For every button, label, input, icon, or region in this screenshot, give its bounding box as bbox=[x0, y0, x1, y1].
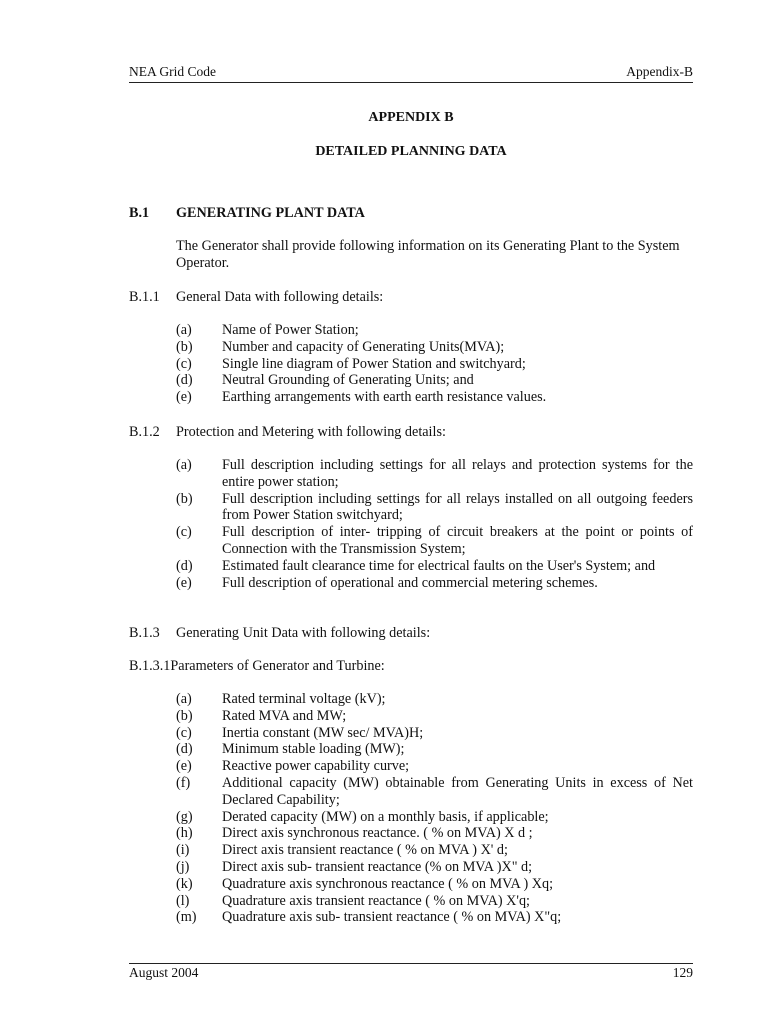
item-label: (d) bbox=[176, 557, 193, 574]
item-label: (i) bbox=[176, 842, 190, 859]
list-item bbox=[176, 575, 693, 592]
subsection-title: Generating Unit Data with following details: bbox=[176, 625, 431, 641]
item-text: Full description including settings for all relays and protection systems for the entire power station; bbox=[222, 457, 693, 490]
list-item bbox=[176, 825, 693, 842]
item-text: Number and capacity of Generating Units(MVA); bbox=[222, 338, 505, 355]
list-item bbox=[176, 322, 693, 339]
appendix-subtitle: DETAILED PLANNING DATA bbox=[315, 144, 507, 159]
item-text: Estimated fault clearance time for electrical faults on the User's System; and bbox=[222, 557, 656, 574]
section-title: GENERATING PLANT DATA bbox=[176, 205, 365, 221]
subsection-b113-heading bbox=[129, 625, 693, 642]
section-number: B.1 bbox=[129, 205, 150, 221]
list-item bbox=[176, 842, 693, 859]
item-label: (a) bbox=[176, 457, 192, 473]
list-b1131 bbox=[176, 691, 693, 926]
item-text: Quadrature axis sub- transient reactance ( % on MVA) X"q; bbox=[222, 909, 562, 926]
item-text: Derated capacity (MW) on a monthly basis, if applicable; bbox=[222, 808, 549, 825]
item-label: (h) bbox=[176, 825, 193, 842]
item-label: (b) bbox=[176, 707, 193, 724]
list-item bbox=[176, 691, 693, 708]
list-item bbox=[176, 893, 693, 910]
subsection-number: B.1.3 bbox=[129, 625, 160, 641]
list-b111 bbox=[176, 322, 693, 406]
list-item bbox=[176, 725, 693, 742]
subsection-b112-heading bbox=[129, 424, 693, 441]
footer-date: August 2004 bbox=[129, 965, 199, 980]
item-text: Quadrature axis synchronous reactance ( % on MVA ) Xq; bbox=[222, 875, 554, 892]
item-label: (b) bbox=[176, 490, 193, 507]
item-label: (e) bbox=[176, 758, 192, 775]
list-item bbox=[176, 524, 693, 558]
item-text: Minimum stable loading (MW); bbox=[222, 741, 405, 758]
list-item bbox=[176, 758, 693, 775]
item-text: Full description of operational and commercial metering schemes. bbox=[222, 574, 598, 591]
item-text: Single line diagram of Power Station and switchyard; bbox=[222, 355, 526, 372]
item-text: Additional capacity (MW) obtainable from Generating Units in excess of Net Declared Capability; bbox=[222, 774, 693, 808]
item-text: Direct axis transient reactance ( % on MVA ) X' d; bbox=[222, 842, 508, 859]
item-text: Neutral Grounding of Generating Units; and bbox=[222, 372, 474, 389]
item-label: (f) bbox=[176, 774, 191, 791]
page-number: 129 bbox=[672, 965, 693, 980]
subsection-title: Protection and Metering with following details: bbox=[176, 424, 446, 440]
appendix-title: APPENDIX B bbox=[368, 110, 454, 125]
list-item bbox=[176, 339, 693, 356]
subsection-b111-heading bbox=[129, 289, 693, 306]
item-label: (l) bbox=[176, 892, 190, 909]
item-label: (d) bbox=[176, 372, 193, 389]
item-label: (d) bbox=[176, 741, 193, 758]
item-text: Full description of inter- tripping of circuit breakers at the point or points of Connection with the Transmission System; bbox=[222, 524, 693, 557]
list-item bbox=[176, 909, 693, 926]
item-label: (j) bbox=[176, 858, 190, 875]
subsection-number: B.1.3.1 bbox=[129, 658, 171, 674]
list-item bbox=[176, 356, 693, 373]
item-label: (k) bbox=[176, 875, 193, 892]
subsection-title: General Data with following details: bbox=[176, 289, 384, 305]
item-text: Rated terminal voltage (kV); bbox=[222, 691, 386, 707]
list-item bbox=[176, 389, 693, 406]
subsection-number: B.1.2 bbox=[129, 424, 160, 440]
item-label: (b) bbox=[176, 338, 193, 355]
item-text: Earthing arrangements with earth earth resistance values. bbox=[222, 389, 547, 406]
item-text: Inertia constant (MW sec/ MVA)H; bbox=[222, 724, 424, 741]
list-item bbox=[176, 809, 693, 826]
subsection-number: B.1.1 bbox=[129, 289, 160, 305]
item-text: Direct axis synchronous reactance. ( % on MVA) X d ; bbox=[222, 825, 533, 842]
list-item bbox=[176, 457, 693, 491]
item-text: Quadrature axis transient reactance ( % on MVA) X'q; bbox=[222, 892, 531, 909]
section-intro: The Generator shall provide following information on its Generating Plant to the System Operator. bbox=[176, 238, 680, 271]
item-text: Reactive power capability curve; bbox=[222, 758, 410, 775]
page-header bbox=[129, 64, 693, 83]
subsection-title: Parameters of Generator and Turbine: bbox=[170, 658, 385, 674]
item-label: (e) bbox=[176, 574, 192, 591]
item-label: (c) bbox=[176, 724, 192, 741]
list-item bbox=[176, 859, 693, 876]
list-b112 bbox=[176, 457, 693, 591]
item-label: (a) bbox=[176, 322, 192, 338]
list-item bbox=[176, 708, 693, 725]
list-item bbox=[176, 741, 693, 758]
item-label: (g) bbox=[176, 808, 193, 825]
subsection-b1131-heading bbox=[129, 658, 693, 675]
item-text: Full description including settings for all relays installed on all outgoing feeders from Power Station switchyard; bbox=[222, 490, 693, 524]
item-text: Direct axis sub- transient reactance (% on MVA )X" d; bbox=[222, 858, 533, 875]
list-item bbox=[176, 491, 693, 525]
item-label: (m) bbox=[176, 909, 197, 926]
list-item bbox=[176, 372, 693, 389]
item-label: (e) bbox=[176, 389, 192, 406]
list-item bbox=[176, 775, 693, 809]
item-label: (c) bbox=[176, 355, 192, 372]
list-item bbox=[176, 558, 693, 575]
header-appendix-label: Appendix-B bbox=[626, 64, 693, 79]
item-text: Name of Power Station; bbox=[222, 322, 359, 338]
item-text: Rated MVA and MW; bbox=[222, 707, 347, 724]
item-label: (c) bbox=[176, 524, 192, 541]
item-label: (a) bbox=[176, 691, 192, 707]
page-footer bbox=[129, 963, 693, 982]
list-item bbox=[176, 876, 693, 893]
header-document-title: NEA Grid Code bbox=[129, 64, 216, 79]
